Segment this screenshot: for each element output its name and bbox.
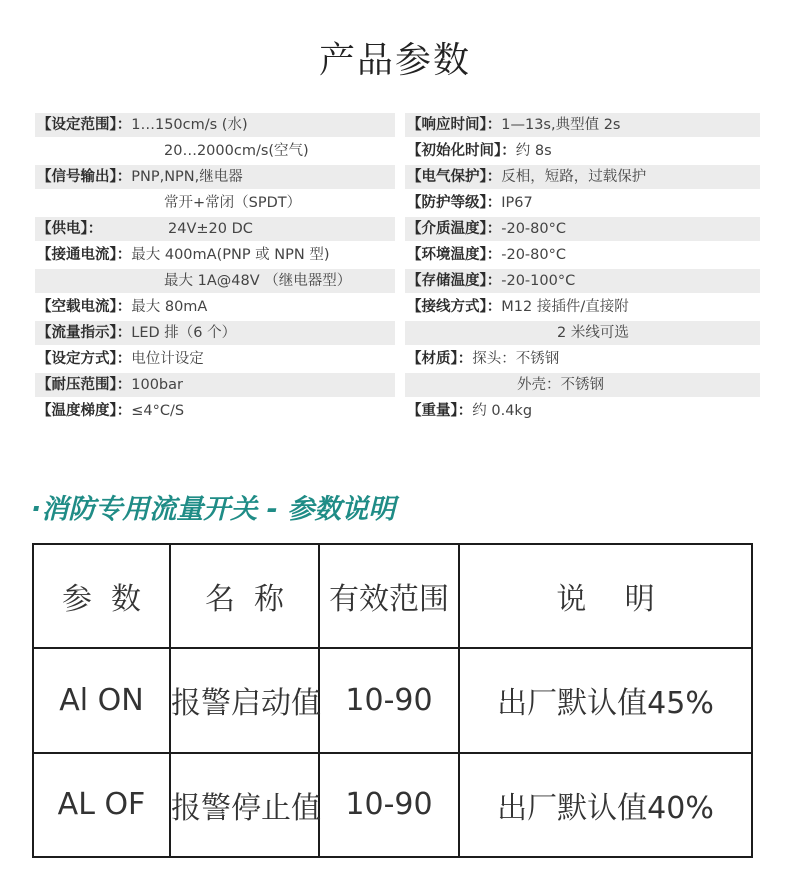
spec-key: 【接通电流】： [37,247,132,263]
spec-row [35,269,395,293]
spec-row [405,321,760,345]
header-cell: 名 称 [170,544,319,648]
spec-row [35,139,395,163]
spec-row [405,217,760,241]
spec-key: 【材质】： [407,351,473,367]
spec-value: 反相，短路，过载保护 [501,169,647,185]
spec-key: 【响应时间】： [407,117,502,133]
header-cell: 有效范围 [319,544,459,648]
spec-key: 【空载电流】： [37,299,132,315]
spec-row [35,321,395,345]
spec-row [405,139,760,163]
spec-key: 【设定范围】： [37,117,132,133]
table-cell: 出厂默认值40% [459,753,752,857]
spec-value: 探头：不锈钢 [472,351,560,367]
spec-key: 【重量】： [407,403,473,419]
spec-value: 1—13s,典型值 2s [501,117,621,133]
spec-value: M12 接插件/直接附 [501,299,629,315]
spec-value: 最大 1A@48V （继电器型） [164,273,352,289]
spec-row [35,373,395,397]
spec-row [35,399,395,423]
spec-value: 常开+常闭（SPDT） [164,195,302,211]
spec-value: 20…2000cm/s(空气) [164,143,309,159]
spec-key: 【设定方式】： [37,351,132,367]
table-cell: 10-90 [319,753,459,857]
spec-key: 【初始化时间】： [407,143,516,159]
header-cell: 说 明 [459,544,752,648]
table-cell: 出厂默认值45% [459,648,752,752]
spec-row [405,347,760,371]
spec-key: 【防护等级】： [407,195,502,211]
spec-row [405,295,760,319]
spec-key: 【环境温度】： [407,247,502,263]
spec-key: 【存储温度】： [407,273,502,289]
spec-row [35,191,395,215]
spec-value: IP67 [501,195,533,211]
spec-row [405,399,760,423]
spec-key: 【介质温度】： [407,221,502,237]
spec-value: 外壳：不锈钢 [517,377,604,393]
spec-row [35,347,395,371]
spec-key: 【供电】： [37,221,103,237]
table-cell: 报警停止值 [170,753,319,857]
spec-row [35,295,395,319]
spec-row [405,373,760,397]
spec-row [405,165,760,189]
spec-row [35,165,395,189]
spec-list-left [35,113,395,425]
spec-value: 最大 400mA(PNP 或 NPN 型) [131,247,330,263]
spec-value: -20-100°C [501,273,576,289]
spec-row [405,269,760,293]
table-cell: AL OF [33,753,170,857]
spec-row [405,191,760,215]
spec-value: 最大 80mA [131,299,208,315]
table-row [33,648,752,752]
spec-row [405,243,760,267]
spec-list-right [405,113,760,425]
spec-row [35,217,395,241]
table-cell: 报警启动值 [170,648,319,752]
spec-key: 【电气保护】： [407,169,502,185]
spec-key: 【流量指示】： [37,325,132,341]
spec-row [405,113,760,137]
spec-row [35,243,395,267]
spec-key: 【信号输出】： [37,169,132,185]
table-header-row [33,544,752,648]
table-cell: Al ON [33,648,170,752]
spec-value: 约 8s [515,143,552,159]
section-title: ·消防专用流量开关 - 参数说明 [31,494,396,525]
spec-value: 1…150cm/s (水) [131,117,248,133]
spec-value: PNP,NPN,继电器 [131,169,243,185]
spec-value: 2 米线可选 [557,325,629,341]
spec-key: 【接线方式】： [407,299,502,315]
page-title: 产品参数 [318,40,471,81]
parameter-table [32,543,753,858]
header-cell: 参 数 [33,544,170,648]
table-cell: 10-90 [319,648,459,752]
spec-value: ≤4°C/S [131,403,185,419]
spec-value: 电位计设定 [131,351,204,367]
spec-value: -20-80°C [501,247,566,263]
spec-value: -20-80°C [501,221,566,237]
spec-key: 【耐压范围】： [37,377,132,393]
spec-value: 约 0.4kg [472,403,533,419]
table-row [33,753,752,857]
spec-key: 【温度梯度】： [37,403,132,419]
spec-value: 100bar [131,377,183,393]
spec-value: LED 排（6 个） [131,325,237,341]
spec-row [35,113,395,137]
spec-value: 24V±20 DC [168,221,253,237]
